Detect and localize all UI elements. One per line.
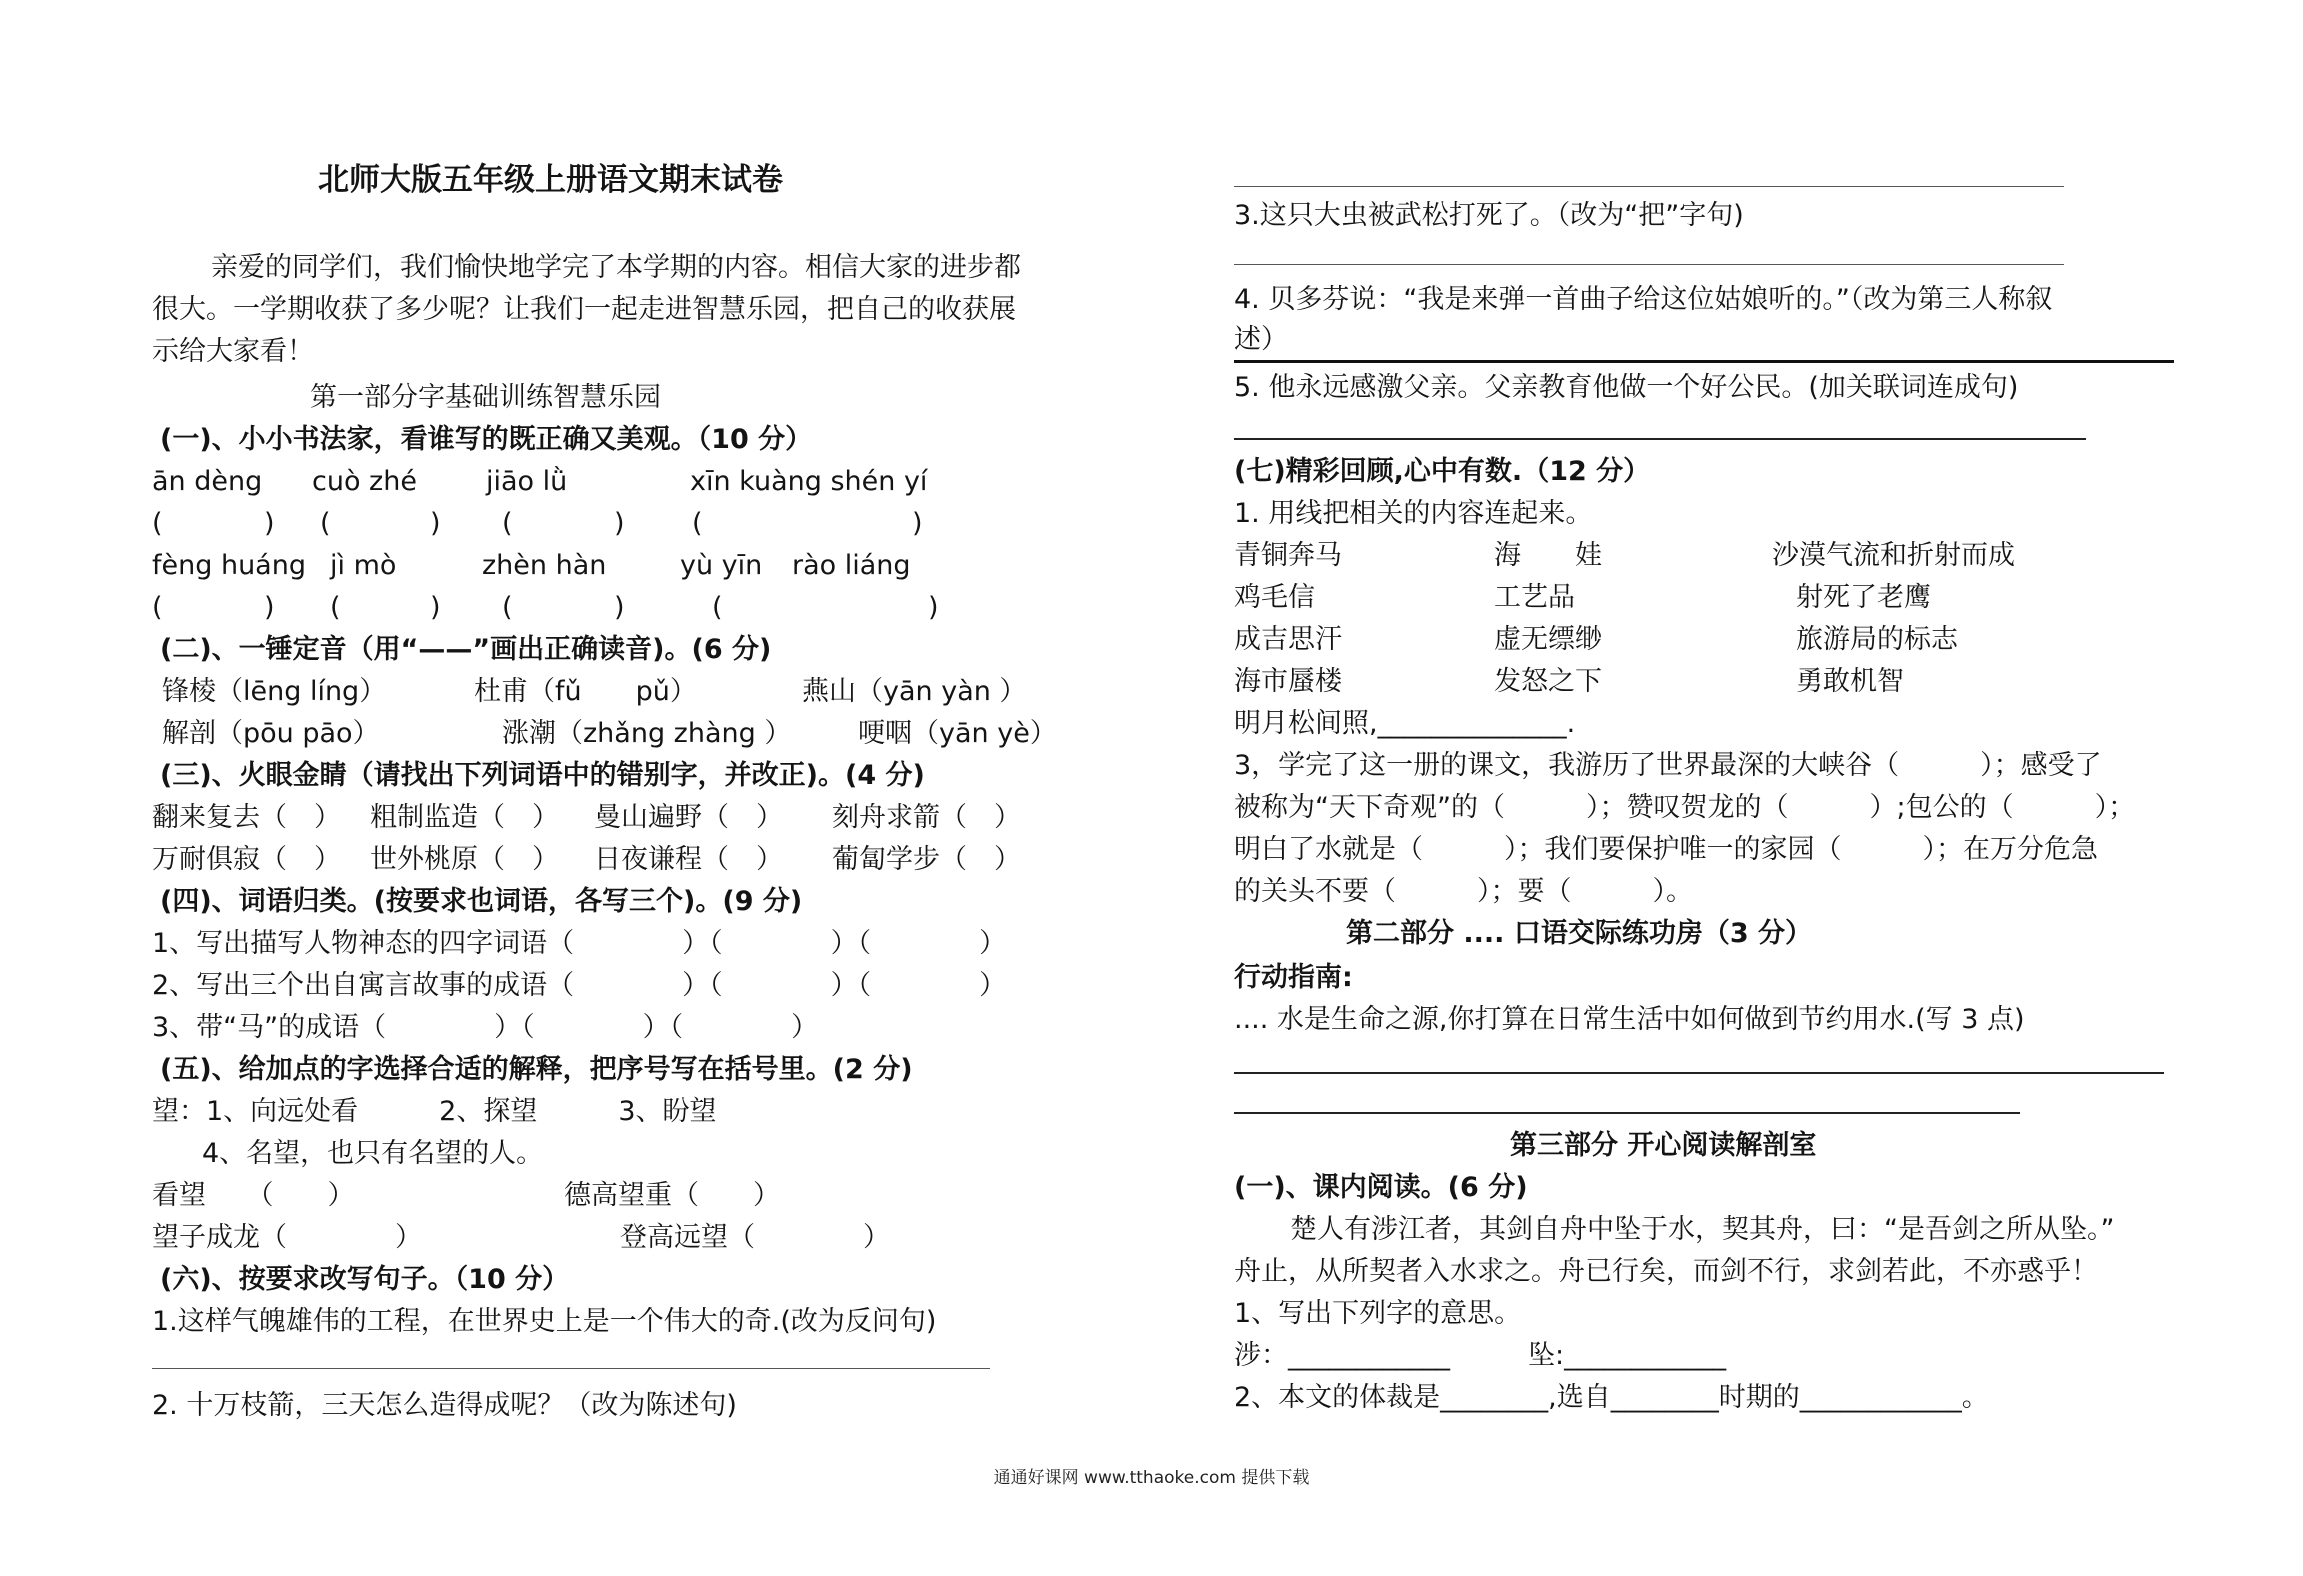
part2-title: 第二部分 .... 口语交际练功房（3 分） [1346, 918, 1813, 949]
section5-heading: (五)、给加点的字选择合适的解释，把序号写在括号里。(2 分) [160, 1054, 913, 1085]
poem-fill-line[interactable]: 明月松间照,______________. [1234, 708, 1576, 739]
exam-page: 北师大版五年级上册语文期末试卷 亲爱的同学们，我们愉快地学完了本学期的内容。相信大家的进步都 很大。一学期收获了多少呢？让我们一起走进智慧乐园，把自己的收获展 示给大家看！ 第一部分字基础训练智慧乐园 (一)、小小书法家，看谁写的既正确又美观。（10 分） ān dèng cuò zhé jiāo lǜ xīn kuàng shén yí ( ) ( ) ( ) ( ) fèng huáng jì mò zhèn hàn yù yīn rào liáng ( ) ( ) ( ) ( ) (二)、一锤定音（用“——”画出正确读音)。(6 分) 锋棱（lēng líng） 杜甫（fǔ pǔ） 燕山（yān yàn ） 解剖（pōu pāo） 涨潮（zhǎng zhàng ） 哽咽（yān yè） (三)、火眼金睛（请找出下列词语中的错别字，并改正)。(4 分) 翻来复去（ ） 粗制监造（ ） 曼山遍野（ ） 刻舟求箭（ ） 万耐俱寂（ ） 世外桃原（ ） 日夜谦程（ ） 葡匐学步（ ） (四)、词语归类。(按要求也词语，各写三个)。(9 分) 1、写出描写人物神态的四字词语（ ）（ ）（ ） 2、写出三个出自寓言故事的成语（ ）（ ）（ ） 3、带“马”的成语（ ）（ ）（ ） (五)、给加点的字选择合适的解释，把序号写在括号里。(2 分) 望：1、向远处看 2、探望 3、盼望 4、名望，也只有名望的人。 看望 （ ） 德高望重（ ） 望子成龙（ ） 登高远望（ ） (六)、按要求改写句子。（10 分） 1.这样气魄雄伟的工程，在世界史上是一个伟大的奇.(改为反问句) 2. 十万枝箭，三天怎么造得成呢？（改为陈述句) 3.这只大虫被武松打死了。（改为“把”字句) 4. 贝多芬说：“我是来弹一首曲子给这位姑娘听的。”（改为第三人称叙 述） 5. 他永远感激父亲。父亲教育他做一个好公民。(加关联词连成句) (七)精彩回顾,心中有数.（12 分） 1. 用线把相关的内容连起来。 青铜奔马 海 娃 沙漠气流和折射而成 鸡毛信 工艺品 射死了老鹰 成吉思汗 虚无缥缈 旅游局的标志 海市蜃楼 发怒之下 勇敢机智 明月松间照,______________. 3，学完了这一册的课文，我游历了世界最深的大峡谷（ ）；感受了 被称为“天下奇观”的（ ）；赞叹贺龙的（ ）;包公的（ ）； 明白了水就是（ ）；我们要保护唯一的家园（ ）；在万分危急 的关头不要（ ）；要（ ）。 第二部分 .... 口语交际练功房（3 分） 行动指南: .... 水是生命之源,你打算在日常生活中如何做到节约用水.(写 3 点) 第三部分 开心阅读解剖室 (一)、课内阅读。(6 分) 楚人有涉江者，其剑自舟中坠于水，契其舟，曰：“是吾剑之所从坠。” 舟止，从所契者入水求之。舟已行矣，而剑不行，求剑若此，不亦惑乎！ 1、写出下列字的意思。 涉：____________ 坠:____________ 2、本文的体裁是________,选自________时期的____________。 通通好课网 www.tthaoke.com 提供下载 [0, 0, 2303, 1576]
review-q3-line-2: 被称为“天下奇观”的（ ）；赞叹贺龙的（ ）;包公的（ ）； [1234, 792, 2136, 823]
pinyin-item: xīn kuàng shén yí [690, 466, 928, 497]
passage-line-1: 楚人有涉江者，其剑自舟中坠于水，契其舟，曰：“是吾剑之所从坠。” [1290, 1214, 2115, 1245]
match-b-item[interactable]: 发怒之下 [1494, 666, 1602, 697]
match-a-item[interactable]: 鸡毛信 [1234, 582, 1315, 613]
match-b-item[interactable]: 海 娃 [1494, 540, 1602, 571]
typo-item[interactable]: 粗制监造（ ） [370, 802, 559, 833]
match-c-item[interactable]: 旅游局的标志 [1796, 624, 1958, 655]
match-c-item[interactable]: 勇敢机智 [1796, 666, 1904, 697]
reading-q1: 1、写出下列字的意思。 [1234, 1298, 1522, 1329]
rewrite-q2: 2. 十万枝箭，三天怎么造得成呢？（改为陈述句) [152, 1390, 737, 1421]
pinyin-item: ān dèng [152, 466, 263, 497]
section6-heading: (六)、按要求改写句子。（10 分） [160, 1264, 570, 1295]
typo-item[interactable]: 世外桃原（ ） [370, 844, 559, 875]
intro-line-2: 很大。一学期收获了多少呢？让我们一起走进智慧乐园，把自己的收获展 [152, 294, 1016, 325]
passage-line-2: 舟止，从所契者入水求之。舟已行矣，而剑不行，求剑若此，不亦惑乎！ [1234, 1256, 2098, 1287]
reading-item: 杜甫（fǔ pǔ） [474, 676, 697, 707]
pinyin-item: zhèn hàn [482, 550, 607, 581]
meaning-zhui[interactable]: 坠:____________ [1528, 1340, 1727, 1371]
word-item-wangzichenglong[interactable]: 望子成龙（ ） [152, 1222, 422, 1253]
reading-item: 燕山（yān yàn ） [802, 676, 1027, 707]
typo-item[interactable]: 万耐俱寂（ ） [152, 844, 341, 875]
pinyin-item: rào liáng [792, 550, 911, 581]
answer-line[interactable] [1234, 1112, 2020, 1114]
typo-item[interactable]: 日夜谦程（ ） [594, 844, 783, 875]
answer-line[interactable] [1234, 360, 2174, 363]
reading-item: 解剖（pōu pāo） [162, 718, 380, 749]
classify-q1[interactable]: 1、写出描写人物神态的四字词语（ ）（ ）（ ） [152, 928, 1007, 959]
rewrite-q3: 3.这只大虫被武松打死了。（改为“把”字句) [1234, 200, 1744, 231]
pinyin-item: cuò zhé [312, 466, 417, 497]
pinyin-item: yù yīn [680, 550, 763, 581]
word-item-kanwang[interactable]: 看望 （ ） [152, 1180, 355, 1211]
match-c-item[interactable]: 射死了老鹰 [1796, 582, 1931, 613]
page-title: 北师大版五年级上册语文期末试卷 [318, 162, 783, 198]
answer-line[interactable] [1234, 1072, 2164, 1074]
section2-heading: (二)、一锤定音（用“——”画出正确读音)。(6 分) [160, 634, 772, 665]
part3-title: 第三部分 开心阅读解剖室 [1510, 1130, 1817, 1161]
reading-item: 涨潮（zhǎng zhàng ） [502, 718, 792, 749]
typo-item[interactable]: 翻来复去（ ） [152, 802, 341, 833]
match-c-item[interactable]: 沙漠气流和折射而成 [1772, 540, 2015, 571]
classify-q3[interactable]: 3、带“马”的成语（ ）（ ）（ ） [152, 1012, 819, 1043]
review-q3-line-1: 3，学完了这一册的课文，我游历了世界最深的大峡谷（ ）；感受了 [1234, 750, 2102, 781]
match-a-item[interactable]: 成吉思汗 [1234, 624, 1342, 655]
typo-item[interactable]: 曼山遍野（ ） [594, 802, 783, 833]
section3-heading: (三)、火眼金睛（请找出下列词语中的错别字，并改正)。(4 分) [160, 760, 925, 791]
rewrite-q4-line-2: 述） [1234, 324, 1288, 355]
page-footer: 通通好课网 www.tthaoke.com 提供下载 [993, 1468, 1310, 1488]
pinyin-item: fèng huáng [152, 550, 306, 581]
intro-line-1: 亲爱的同学们，我们愉快地学完了本学期的内容。相信大家的进步都 [211, 252, 1021, 283]
part1-title: 第一部分字基础训练智慧乐园 [310, 382, 661, 413]
definition-line-1: 望：1、向远处看 2、探望 3、盼望 [152, 1096, 717, 1127]
water-question: .... 水是生命之源,你打算在日常生活中如何做到节约用水.(写 3 点) [1234, 1004, 2025, 1035]
rewrite-q5: 5. 他永远感激父亲。父亲教育他做一个好公民。(加关联词连成句) [1234, 372, 2019, 403]
classify-q2[interactable]: 2、写出三个出自寓言故事的成语（ ）（ ）（ ） [152, 970, 1007, 1001]
match-b-item[interactable]: 工艺品 [1494, 582, 1575, 613]
action-guide-label: 行动指南: [1234, 962, 1353, 993]
reading-q2[interactable]: 2、本文的体裁是________,选自________时期的____________。 [1234, 1382, 1989, 1413]
reading-section-heading: (一)、课内阅读。(6 分) [1234, 1172, 1528, 1203]
match-a-item[interactable]: 青铜奔马 [1234, 540, 1342, 571]
word-item-degaowangzhong[interactable]: 德高望重（ ） [564, 1180, 780, 1211]
reading-item: 锋棱（lēng líng） [162, 676, 387, 707]
rewrite-q4-line-1: 4. 贝多芬说：“我是来弹一首曲子给这位姑娘听的。”（改为第三人称叙 [1234, 284, 2053, 315]
intro-line-3: 示给大家看！ [152, 336, 314, 367]
match-a-item[interactable]: 海市蜃楼 [1234, 666, 1342, 697]
matching-instruction: 1. 用线把相关的内容连起来。 [1234, 498, 1593, 529]
review-q3-line-4: 的关头不要（ ）；要（ ）。 [1234, 876, 1693, 907]
section1-heading: (一)、小小书法家，看谁写的既正确又美观。（10 分） [160, 424, 813, 455]
typo-item[interactable]: 葡匐学步（ ） [832, 844, 1021, 875]
answer-line[interactable] [1234, 264, 2064, 265]
typo-item[interactable]: 刻舟求箭（ ） [832, 802, 1021, 833]
word-item-denggaoyuanwang[interactable]: 登高远望（ ） [620, 1222, 890, 1253]
meaning-she[interactable]: 涉：____________ [1234, 1340, 1450, 1371]
answer-line[interactable] [1234, 186, 2064, 187]
answer-line[interactable] [152, 1368, 990, 1369]
review-q3-line-3: 明白了水就是（ ）；我们要保护唯一的家园（ ）；在万分危急 [1234, 834, 2098, 865]
section4-heading: (四)、词语归类。(按要求也词语，各写三个)。(9 分) [160, 886, 803, 917]
match-b-item[interactable]: 虚无缥缈 [1494, 624, 1602, 655]
reading-item: 哽咽（yān yè） [858, 718, 1057, 749]
answer-line[interactable] [1234, 438, 2086, 440]
pinyin-item: jì mò [330, 550, 397, 581]
definition-line-2: 4、名望，也只有名望的人。 [202, 1138, 544, 1169]
pinyin-item: jiāo lǜ [486, 466, 568, 497]
rewrite-q1: 1.这样气魄雄伟的工程，在世界史上是一个伟大的奇.(改为反问句) [152, 1306, 937, 1337]
section7-heading: (七)精彩回顾,心中有数.（12 分） [1234, 456, 1651, 487]
